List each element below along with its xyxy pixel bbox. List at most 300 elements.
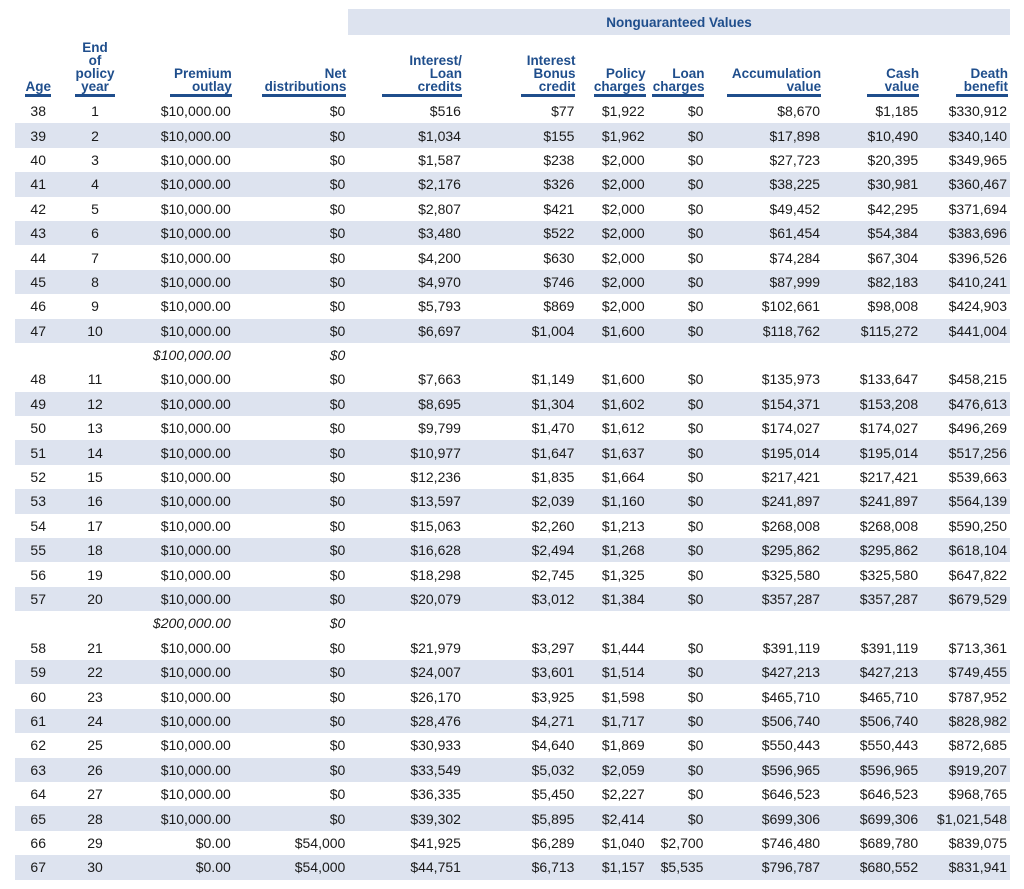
cell-policy-year: 12 <box>61 392 128 416</box>
table-row <box>15 99 1010 123</box>
cell-accumulation-value: $391,119 <box>762 639 821 656</box>
subtotal-empty-cell <box>348 343 464 367</box>
cell-policy-charges: $1,160 <box>577 489 647 513</box>
cell-death-benefit: $919,207 <box>921 758 1010 782</box>
cell-policy-year: 28 <box>61 806 128 830</box>
cell-interest-bonus-credit: $2,039 <box>464 489 578 513</box>
cell-policy-year: 14 <box>61 440 128 464</box>
cell-policy-year: 19 <box>87 566 103 583</box>
cell-cash-value: $20,395 <box>867 151 919 168</box>
cell-interest-bonus-credit: $1,004 <box>464 319 578 343</box>
cell-net-distributions: $0 <box>234 319 349 343</box>
cell-policy-charges: $2,000 <box>577 270 647 294</box>
cell-death-benefit: $1,021,548 <box>921 806 1010 830</box>
cell-net-distributions: $0 <box>234 587 349 611</box>
cell-premium-outlay: $10,000.00 <box>129 440 234 464</box>
cell-net-distributions: $0 <box>234 440 349 464</box>
cell-loan-charges: $0 <box>687 786 704 803</box>
cell-age: 64 <box>30 786 46 803</box>
cell-cash-value: $54,384 <box>823 221 921 245</box>
cell-interest-loan-credits: $1,587 <box>418 151 461 168</box>
cell-age: 62 <box>30 737 46 754</box>
cell-death-benefit: $396,526 <box>948 249 1007 266</box>
table-row <box>15 221 1010 245</box>
cell-interest-bonus-credit: $6,713 <box>464 855 578 879</box>
cell-premium-outlay: $10,000.00 <box>160 249 231 266</box>
cell-interest-loan-credits: $4,970 <box>348 270 464 294</box>
cell-interest-loan-credits: $24,007 <box>348 660 464 684</box>
cell-accumulation-value: $325,580 <box>761 566 821 583</box>
col-header-net-distributions: Net distributions <box>234 41 349 99</box>
cell-loan-charges: $0 <box>648 172 707 196</box>
cell-interest-bonus-credit: $6,289 <box>531 834 575 851</box>
cell-age: 59 <box>15 660 61 684</box>
cell-age: 43 <box>15 221 61 245</box>
table-row <box>15 733 1010 757</box>
cell-policy-charges: $1,213 <box>601 517 645 534</box>
cell-loan-charges: $0 <box>687 103 704 120</box>
cell-accumulation-value: $550,443 <box>761 737 821 754</box>
cell-loan-charges: $0 <box>648 587 707 611</box>
cell-cash-value: $268,008 <box>859 517 919 534</box>
cell-loan-charges: $0 <box>648 440 707 464</box>
cell-premium-outlay: $10,000.00 <box>129 709 234 733</box>
cell-policy-year: 20 <box>61 587 128 611</box>
cell-policy-charges: $1,598 <box>601 688 645 705</box>
subtotal-empty-cell <box>348 611 464 635</box>
table-row <box>15 270 1010 294</box>
cell-net-distributions: $0 <box>329 688 346 705</box>
cell-interest-bonus-credit: $4,271 <box>464 709 578 733</box>
cell-age: 60 <box>30 688 46 705</box>
cell-death-benefit: $517,256 <box>921 440 1010 464</box>
cell-interest-loan-credits: $44,751 <box>348 855 464 879</box>
cell-loan-charges: $5,535 <box>648 855 707 879</box>
cell-interest-loan-credits: $5,793 <box>418 298 461 315</box>
col-header-interest-bonus-credit: Interest Bonus credit <box>464 41 578 99</box>
table-row <box>15 514 1010 538</box>
cell-policy-year: 11 <box>87 371 103 388</box>
cell-premium-outlay: $10,000.00 <box>129 270 234 294</box>
cell-interest-bonus-credit: $5,032 <box>464 758 578 782</box>
cell-cash-value: $596,965 <box>823 758 921 782</box>
cell-loan-charges: $0 <box>687 200 704 217</box>
table-row <box>15 758 1010 782</box>
cell-policy-year: 22 <box>61 660 128 684</box>
cell-interest-bonus-credit: $1,304 <box>464 392 578 416</box>
cell-accumulation-value: $217,421 <box>761 469 821 486</box>
subtotal-distributions: $0 <box>329 615 346 632</box>
subtotal-empty-cell <box>706 343 823 367</box>
cell-accumulation-value: $154,371 <box>706 392 823 416</box>
table-row <box>15 197 1010 221</box>
cell-net-distributions: $54,000 <box>234 855 349 879</box>
cell-policy-year: 18 <box>61 538 128 562</box>
cell-policy-charges: $1,637 <box>577 440 647 464</box>
cell-interest-bonus-credit: $3,297 <box>531 639 575 656</box>
subtotal-empty-cell <box>464 343 578 367</box>
cell-interest-loan-credits: $9,799 <box>418 420 461 437</box>
cell-age: 54 <box>30 517 46 534</box>
cell-cash-value: $174,027 <box>859 420 919 437</box>
col-header-loan-charges: Loan charges <box>648 41 707 99</box>
cell-policy-charges: $1,444 <box>601 639 645 656</box>
cell-age: 39 <box>15 123 61 147</box>
cell-cash-value: $133,647 <box>859 371 919 388</box>
cell-accumulation-value: $357,287 <box>706 587 823 611</box>
cell-cash-value: $10,490 <box>823 123 921 147</box>
cell-age: 41 <box>15 172 61 196</box>
cell-premium-outlay: $10,000.00 <box>129 660 234 684</box>
col-header-interest-loan-credits: Interest/ Loan credits <box>348 41 464 99</box>
table-row <box>15 148 1010 172</box>
cell-net-distributions: $0 <box>329 371 346 388</box>
cell-accumulation-value: $195,014 <box>706 440 823 464</box>
cell-interest-bonus-credit: $630 <box>543 249 575 266</box>
cell-interest-loan-credits: $21,979 <box>410 639 461 656</box>
cell-policy-charges: $1,717 <box>577 709 647 733</box>
cell-interest-bonus-credit: $4,640 <box>531 737 575 754</box>
cell-accumulation-value: $646,523 <box>761 786 821 803</box>
cell-policy-charges: $1,040 <box>601 834 645 851</box>
cell-net-distributions: $0 <box>329 103 346 120</box>
cell-loan-charges: $0 <box>648 806 707 830</box>
cell-loan-charges: $0 <box>687 688 704 705</box>
cell-net-distributions: $0 <box>329 200 346 217</box>
cell-accumulation-value: $465,710 <box>761 688 821 705</box>
col-header-age: Age <box>15 41 61 99</box>
cell-premium-outlay: $10,000.00 <box>129 806 234 830</box>
col-header-death-benefit: Death benefit <box>921 41 1010 99</box>
cell-interest-loan-credits: $13,597 <box>348 489 464 513</box>
cell-age: 46 <box>30 298 46 315</box>
cell-loan-charges: $0 <box>687 249 704 266</box>
cell-age: 38 <box>30 103 46 120</box>
table-row <box>15 684 1010 708</box>
cell-age: 67 <box>15 855 61 879</box>
cell-age: 53 <box>15 489 61 513</box>
cell-cash-value: $646,523 <box>859 786 919 803</box>
cell-death-benefit: $476,613 <box>921 392 1010 416</box>
cell-loan-charges: $0 <box>648 123 707 147</box>
cell-loan-charges: $0 <box>648 392 707 416</box>
cell-interest-bonus-credit: $3,601 <box>464 660 578 684</box>
subtotal-empty-cell <box>15 611 61 635</box>
cell-cash-value: $680,552 <box>823 855 921 879</box>
cell-age: 40 <box>30 151 46 168</box>
cell-net-distributions: $0 <box>329 517 346 534</box>
cell-net-distributions: $0 <box>234 538 349 562</box>
cell-policy-year: 8 <box>61 270 128 294</box>
cell-cash-value: $82,183 <box>823 270 921 294</box>
cell-cash-value: $391,119 <box>860 639 919 656</box>
cell-cash-value: $67,304 <box>867 249 919 266</box>
subtotal-empty-cell <box>823 343 921 367</box>
cell-policy-charges: $2,000 <box>601 249 645 266</box>
cell-death-benefit: $496,269 <box>948 420 1007 437</box>
cell-premium-outlay: $10,000.00 <box>160 469 231 486</box>
cell-interest-bonus-credit: $421 <box>543 200 575 217</box>
cell-death-benefit: $360,467 <box>921 172 1010 196</box>
cell-accumulation-value: $17,898 <box>706 123 823 147</box>
cell-interest-loan-credits: $4,200 <box>418 249 461 266</box>
cell-policy-year: 7 <box>91 249 99 266</box>
cell-interest-loan-credits: $12,236 <box>410 469 461 486</box>
table-row <box>15 245 1010 269</box>
cell-interest-bonus-credit: $522 <box>464 221 578 245</box>
cell-age: 47 <box>15 319 61 343</box>
cell-death-benefit: $749,455 <box>921 660 1010 684</box>
cell-policy-year: 15 <box>87 469 103 486</box>
table-row <box>15 709 1010 733</box>
table-row <box>15 855 1010 879</box>
cell-premium-outlay: $10,000.00 <box>160 420 231 437</box>
cell-policy-year: 27 <box>87 786 103 803</box>
table-row <box>15 392 1010 416</box>
cell-loan-charges: $0 <box>648 489 707 513</box>
cell-accumulation-value: $38,225 <box>706 172 823 196</box>
cell-accumulation-value: $135,973 <box>761 371 821 388</box>
subtotal-empty-cell <box>648 611 707 635</box>
table-row <box>15 416 1010 440</box>
cell-loan-charges: $0 <box>687 420 704 437</box>
cell-interest-loan-credits: $2,807 <box>418 200 461 217</box>
cell-policy-year: 4 <box>61 172 128 196</box>
cell-age: 44 <box>30 249 46 266</box>
cell-cash-value: $325,580 <box>859 566 919 583</box>
cell-policy-year: 21 <box>87 639 103 656</box>
cell-interest-bonus-credit: $2,494 <box>464 538 578 562</box>
subtotal-row <box>15 343 1010 367</box>
cell-interest-bonus-credit: $155 <box>464 123 578 147</box>
cell-policy-year: 29 <box>87 834 103 851</box>
cell-accumulation-value: $118,762 <box>706 319 823 343</box>
cell-cash-value: $295,862 <box>823 538 921 562</box>
cell-age: 55 <box>15 538 61 562</box>
cell-premium-outlay: $10,000.00 <box>160 103 231 120</box>
cell-premium-outlay: $10,000.00 <box>160 786 231 803</box>
subtotal-empty-cell <box>921 611 1010 635</box>
cell-age: 66 <box>30 834 46 851</box>
cell-policy-year: 10 <box>61 319 128 343</box>
cell-net-distributions: $0 <box>329 469 346 486</box>
cell-policy-year: 17 <box>87 517 103 534</box>
cell-interest-loan-credits: $10,977 <box>348 440 464 464</box>
cell-interest-loan-credits: $6,697 <box>348 319 464 343</box>
cell-premium-outlay: $10,000.00 <box>129 392 234 416</box>
cell-loan-charges: $0 <box>648 538 707 562</box>
cell-policy-year: 1 <box>91 103 99 120</box>
cell-cash-value: $550,443 <box>859 737 919 754</box>
cell-interest-bonus-credit: $326 <box>464 172 578 196</box>
cell-interest-loan-credits: $30,933 <box>410 737 461 754</box>
cell-net-distributions: $0 <box>329 639 346 656</box>
cell-premium-outlay: $10,000.00 <box>160 298 231 315</box>
cell-accumulation-value: $596,965 <box>706 758 823 782</box>
cell-policy-year: 23 <box>87 688 103 705</box>
cell-accumulation-value: $241,897 <box>706 489 823 513</box>
cell-cash-value: $465,710 <box>859 688 919 705</box>
cell-premium-outlay: $10,000.00 <box>160 688 231 705</box>
table-row <box>15 294 1010 318</box>
cell-death-benefit: $647,822 <box>948 566 1007 583</box>
cell-interest-loan-credits: $26,170 <box>410 688 461 705</box>
cell-accumulation-value: $506,740 <box>706 709 823 733</box>
cell-accumulation-value: $796,787 <box>706 855 823 879</box>
cell-policy-year: 16 <box>61 489 128 513</box>
table-row <box>15 172 1010 196</box>
table-row <box>15 465 1010 489</box>
cell-policy-charges: $1,157 <box>577 855 647 879</box>
cell-policy-year: 9 <box>91 298 99 315</box>
table-row <box>15 319 1010 343</box>
cell-premium-outlay: $10,000.00 <box>160 639 231 656</box>
cell-premium-outlay: $10,000.00 <box>129 538 234 562</box>
cell-policy-charges: $1,612 <box>601 420 645 437</box>
table-body <box>15 99 1010 880</box>
table-row <box>15 489 1010 513</box>
cell-policy-charges: $1,869 <box>601 737 645 754</box>
cell-premium-outlay: $10,000.00 <box>160 737 231 754</box>
cell-death-benefit: $590,250 <box>948 517 1007 534</box>
col-header-accumulation-value: Accumulation value <box>706 41 823 99</box>
cell-accumulation-value: $295,862 <box>706 538 823 562</box>
cell-accumulation-value: $49,452 <box>769 200 821 217</box>
cell-loan-charges: $0 <box>687 298 704 315</box>
cell-death-benefit: $839,075 <box>948 834 1007 851</box>
cell-net-distributions: $0 <box>329 566 346 583</box>
cell-loan-charges: $0 <box>648 270 707 294</box>
cell-interest-loan-credits: $1,034 <box>348 123 464 147</box>
cell-death-benefit: $410,241 <box>921 270 1010 294</box>
cell-policy-charges: $1,325 <box>601 566 645 583</box>
cell-interest-loan-credits: $7,663 <box>418 371 461 388</box>
table-row <box>15 660 1010 684</box>
cell-premium-outlay: $10,000.00 <box>129 123 234 147</box>
cell-policy-year: 26 <box>61 758 128 782</box>
subtotal-empty-cell <box>464 611 578 635</box>
illustration-table <box>15 41 1010 880</box>
cell-interest-loan-credits: $16,628 <box>348 538 464 562</box>
cell-interest-bonus-credit: $3,925 <box>531 688 575 705</box>
cell-cash-value: $241,897 <box>823 489 921 513</box>
cell-accumulation-value: $427,213 <box>706 660 823 684</box>
cell-net-distributions: $0 <box>234 392 349 416</box>
cell-interest-bonus-credit: $1,470 <box>531 420 575 437</box>
cell-interest-loan-credits: $2,176 <box>348 172 464 196</box>
cell-accumulation-value: $87,999 <box>706 270 823 294</box>
cell-premium-outlay: $10,000.00 <box>129 221 234 245</box>
cell-interest-bonus-credit: $1,149 <box>531 371 575 388</box>
table-row <box>15 636 1010 660</box>
cell-net-distributions: $0 <box>329 420 346 437</box>
cell-policy-charges: $1,600 <box>601 371 645 388</box>
table-row <box>15 587 1010 611</box>
cell-loan-charges: $0 <box>648 709 707 733</box>
cell-premium-outlay: $10,000.00 <box>160 371 231 388</box>
cell-loan-charges: $0 <box>648 758 707 782</box>
cell-loan-charges: $0 <box>687 566 704 583</box>
cell-accumulation-value: $74,284 <box>769 249 821 266</box>
cell-accumulation-value: $61,454 <box>706 221 823 245</box>
cell-interest-loan-credits: $39,302 <box>348 806 464 830</box>
cell-premium-outlay: $10,000.00 <box>160 200 231 217</box>
cell-age: 56 <box>30 566 46 583</box>
cell-loan-charges: $2,700 <box>660 834 704 851</box>
table-row <box>15 831 1010 855</box>
subtotal-distributions: $0 <box>329 347 346 364</box>
cell-cash-value: $153,208 <box>823 392 921 416</box>
cell-policy-year: 2 <box>61 123 128 147</box>
cell-policy-charges: $2,414 <box>577 806 647 830</box>
cell-death-benefit: $330,912 <box>948 103 1007 120</box>
cell-interest-loan-credits: $516 <box>429 103 461 120</box>
cell-policy-year: 24 <box>61 709 128 733</box>
cell-accumulation-value: $746,480 <box>761 834 821 851</box>
cell-loan-charges: $0 <box>687 639 704 656</box>
cell-death-benefit: $383,696 <box>921 221 1010 245</box>
cell-interest-bonus-credit: $5,450 <box>531 786 575 803</box>
cell-policy-year: 25 <box>87 737 103 754</box>
cell-policy-charges: $2,000 <box>601 151 645 168</box>
cell-death-benefit: $349,965 <box>948 151 1007 168</box>
cell-accumulation-value: $268,008 <box>761 517 821 534</box>
cell-policy-charges: $1,962 <box>577 123 647 147</box>
cell-interest-bonus-credit: $3,012 <box>464 587 578 611</box>
subtotal-premium: $200,000.00 <box>152 615 231 632</box>
cell-death-benefit: $713,361 <box>948 639 1007 656</box>
cell-policy-year: 3 <box>91 151 99 168</box>
subtotal-premium: $100,000.00 <box>152 347 231 364</box>
cell-age: 51 <box>15 440 61 464</box>
cell-interest-loan-credits: $20,079 <box>348 587 464 611</box>
cell-age: 52 <box>30 469 46 486</box>
cell-death-benefit: $968,765 <box>948 786 1007 803</box>
cell-loan-charges: $0 <box>648 660 707 684</box>
cell-age: 42 <box>30 200 46 217</box>
col-header-policy-charges: Policy charges <box>577 41 647 99</box>
cell-premium-outlay: $0.00 <box>129 855 234 879</box>
cell-death-benefit: $539,663 <box>948 469 1007 486</box>
cell-age: 50 <box>30 420 46 437</box>
cell-interest-bonus-credit: $77 <box>551 103 575 120</box>
cell-premium-outlay: $10,000.00 <box>129 758 234 782</box>
cell-premium-outlay: $10,000.00 <box>160 517 231 534</box>
cell-death-benefit: $458,215 <box>948 371 1007 388</box>
table-row <box>15 782 1010 806</box>
table-row <box>15 440 1010 464</box>
cell-net-distributions: $0 <box>329 737 346 754</box>
cell-net-distributions: $0 <box>234 270 349 294</box>
cell-net-distributions: $0 <box>234 758 349 782</box>
cell-policy-charges: $2,000 <box>601 298 645 315</box>
cell-age: 49 <box>15 392 61 416</box>
cell-death-benefit: $872,685 <box>948 737 1007 754</box>
col-header-premium-outlay: Premium outlay <box>129 41 234 99</box>
header-row <box>15 41 1010 99</box>
cell-accumulation-value: $27,723 <box>769 151 821 168</box>
cell-accumulation-value: $102,661 <box>761 298 821 315</box>
table-row <box>15 123 1010 147</box>
col-header-policy-year: End of policy year <box>61 41 128 99</box>
cell-policy-charges: $2,000 <box>601 200 645 217</box>
cell-accumulation-value: $699,306 <box>706 806 823 830</box>
cell-policy-charges: $2,000 <box>577 221 647 245</box>
subtotal-empty-cell <box>823 611 921 635</box>
cell-interest-bonus-credit: $869 <box>543 298 575 315</box>
cell-policy-charges: $2,227 <box>601 786 645 803</box>
cell-age: 57 <box>15 587 61 611</box>
